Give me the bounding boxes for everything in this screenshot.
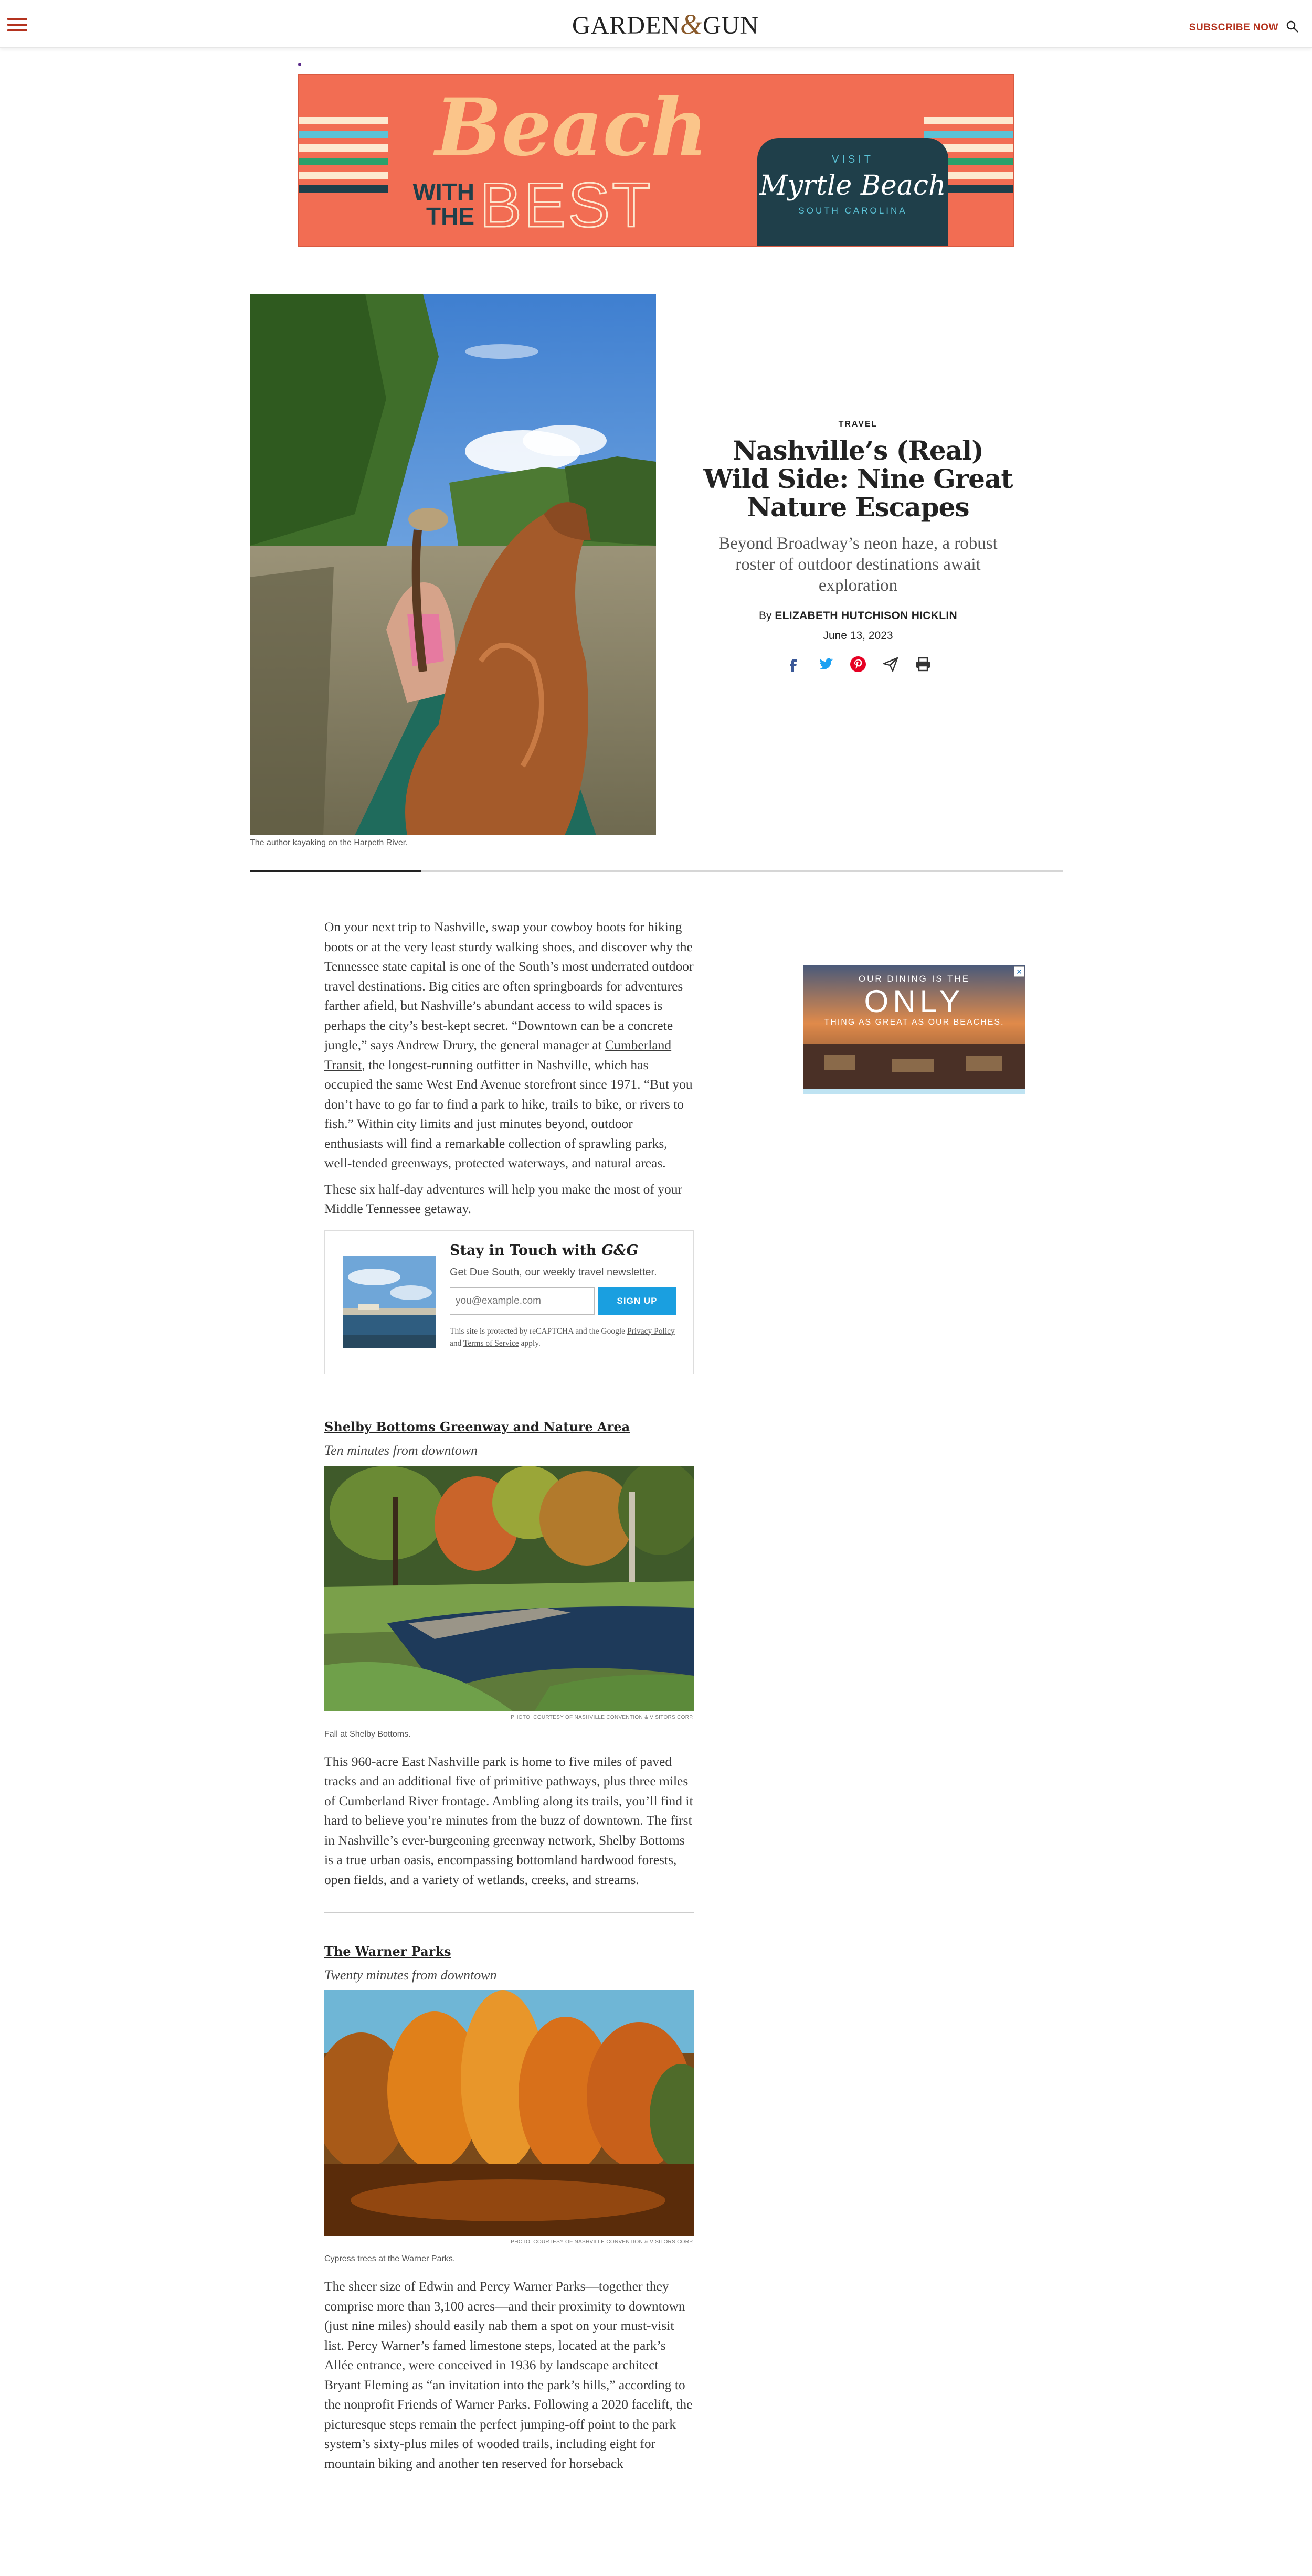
shelby-bottoms-photo — [324, 1466, 694, 1711]
ad-line-3: THING AS GREAT AS OUR BEACHES. — [824, 1018, 1004, 1027]
category-kicker[interactable]: TRAVEL — [838, 420, 878, 429]
cumberland-transit-link[interactable]: Cumberland Transit — [324, 1037, 672, 1072]
section-body: The sheer size of Edwin and Percy Warner Parks—together they comprise more than 3,100 acres—and their proximity to downtown (just nine miles) should easily nab them a spot on your must-visit list. Percy Warner’s famed limestone steps, located at the park’s Allée entrance, were conceived in 1936 by landscape architect Bryant Fleming as “an invitation into the park’s hills,” according to the nonprofit Friends of Warner Parks. Following a 2020 facelift, the picturesque steps remain the perfect jumping-off point to the park system’s sixty-plus miles of wooded trails, including eight for mountain biking and another ten reserved for horseback — [324, 2279, 693, 2471]
logo-right: GUN — [703, 12, 759, 39]
reading-progress-fill — [250, 870, 421, 872]
logo-amp: & — [680, 8, 703, 40]
share-bar — [703, 655, 1013, 674]
section-divider — [324, 1912, 694, 1913]
newsletter-image — [343, 1256, 436, 1348]
photo-credit: PHOTO: COURTESY OF NASHVILLE CONVENTION & VISITORS CORP. — [511, 2239, 694, 2245]
section-heading-warner-parks[interactable]: The Warner Parks — [324, 1944, 451, 1959]
twitter-icon[interactable] — [816, 655, 835, 674]
ad-best: BEST — [480, 170, 653, 240]
intro-paragraph: On your next trip to Nashville, swap your cowboy boots for hiking boots or at the very least sturdy walking shoes, and discover why the Tennessee state capital is one of the South’s most underrated outdoor travel destinations. Big cities are often springboards for adventures farther afield, but Nashville’s abundant access to wild spaces is perhaps the city’s best-kept secret. “Downtown can be a concrete jungle,” says Andrew Drury, the general manager at Cumberland Transit, the longest-running outfitter in Nashville, which has occupied the same West End Avenue storefront since 1971. “But you don’t have to go far to find a park to hike, trails to bike, or rivers to fish.” Within city limits and just minutes beyond, outdoor enthusiasts will find a remarkable collection of sprawling parks, well-tended greenways, protected waterways, and natural areas. — [324, 919, 694, 1170]
site-header — [0, 0, 1312, 48]
article-title: Nashville’s (Real) Wild Side: Nine Great Nature Escapes — [703, 435, 1013, 523]
search-icon[interactable] — [1286, 20, 1299, 34]
reading-progress-bar — [250, 870, 1063, 872]
article-body — [324, 917, 694, 2479]
author-link[interactable]: ELIZABETH HUTCHISON HICKLIN — [775, 610, 957, 622]
print-icon[interactable] — [914, 655, 933, 674]
byline — [703, 610, 1013, 622]
pinterest-icon[interactable] — [849, 655, 867, 674]
ad-state: SOUTH CAROLINA — [798, 206, 907, 216]
terms-of-service-link[interactable]: Terms of Service — [463, 1338, 519, 1348]
ad-destination: Myrtle Beach — [759, 170, 946, 201]
ad-line-1: OUR DINING IS THE — [858, 974, 970, 984]
subscribe-button[interactable]: SUBSCRIBE NOW — [1189, 22, 1278, 33]
photo-credit: PHOTO: COURTESY OF NASHVILLE CONVENTION & VISITORS CORP. — [511, 1714, 694, 1720]
newsletter-signup-button[interactable]: SIGN UP — [598, 1287, 676, 1315]
menu-icon[interactable] — [7, 18, 27, 31]
newsletter-legal: This site is protected by reCAPTCHA and the Google Privacy Policy and Terms of Service apply. — [450, 1326, 675, 1348]
logo-left: GARDEN — [572, 12, 680, 39]
ad-stripes-left — [299, 117, 388, 199]
sidebar-ad[interactable] — [803, 965, 1025, 1094]
close-icon[interactable]: ✕ — [1014, 966, 1024, 977]
photo-caption: Fall at Shelby Bottoms. — [324, 1729, 411, 1739]
hero-image — [250, 294, 656, 835]
ad-with-the: WITH THE — [412, 178, 474, 230]
ad-visit-panel — [757, 138, 948, 247]
facebook-icon[interactable] — [784, 655, 802, 674]
newsletter-email-input[interactable] — [450, 1287, 595, 1315]
section-subheading: Twenty minutes from downtown — [324, 1967, 497, 1983]
article-dek: Beyond Broadway’s neon haze, a robust roster of outdoor destinations await exploration — [718, 534, 998, 595]
newsletter-signup — [324, 1230, 694, 1374]
publish-date: June 13, 2023 — [823, 630, 893, 642]
section-body: This 960-acre East Nashville park is home to five miles of paved tracks and an additional five of primitive pathways, plus three miles of Cumberland River frontage. Ambling along its trails, you’ll find it hard to believe you’re minutes from the buzz of downtown. The first in Nashville’s ever-burgeoning greenway network, Shelby Bottoms is a true urban oasis, encompassing bottomland hardwood forests, open fields, and a variety of wetlands, creeks, and streams. — [324, 1753, 693, 1887]
second-paragraph: These six half-day adventures will help you make the most of your Middle Tennessee getaway. — [324, 1181, 682, 1216]
section-heading-shelby-bottoms[interactable]: Shelby Bottoms Greenway and Nature Area — [324, 1419, 630, 1434]
section-subheading: Ten minutes from downtown — [324, 1442, 478, 1458]
newsletter-title: Stay in Touch with G&G — [450, 1242, 639, 1259]
privacy-policy-link[interactable]: Privacy Policy — [627, 1326, 675, 1336]
ad-visit-label: VISIT — [831, 154, 874, 165]
article-header — [703, 420, 1013, 674]
hero-caption: The author kayaking on the Harpeth River. — [250, 838, 408, 847]
ad-marker — [298, 63, 301, 66]
ad-line-2: ONLY — [864, 984, 965, 1019]
site-logo[interactable] — [572, 8, 759, 40]
ad-banner[interactable] — [298, 74, 1014, 247]
newsletter-subtitle: Get Due South, our weekly travel newsletter. — [450, 1266, 657, 1278]
ad-headline: Beach — [435, 81, 708, 174]
photo-caption: Cypress trees at the Warner Parks. — [324, 2254, 456, 2263]
send-icon[interactable] — [881, 655, 900, 674]
byline-prefix: By — [759, 610, 772, 622]
warner-parks-photo — [324, 1990, 694, 2236]
